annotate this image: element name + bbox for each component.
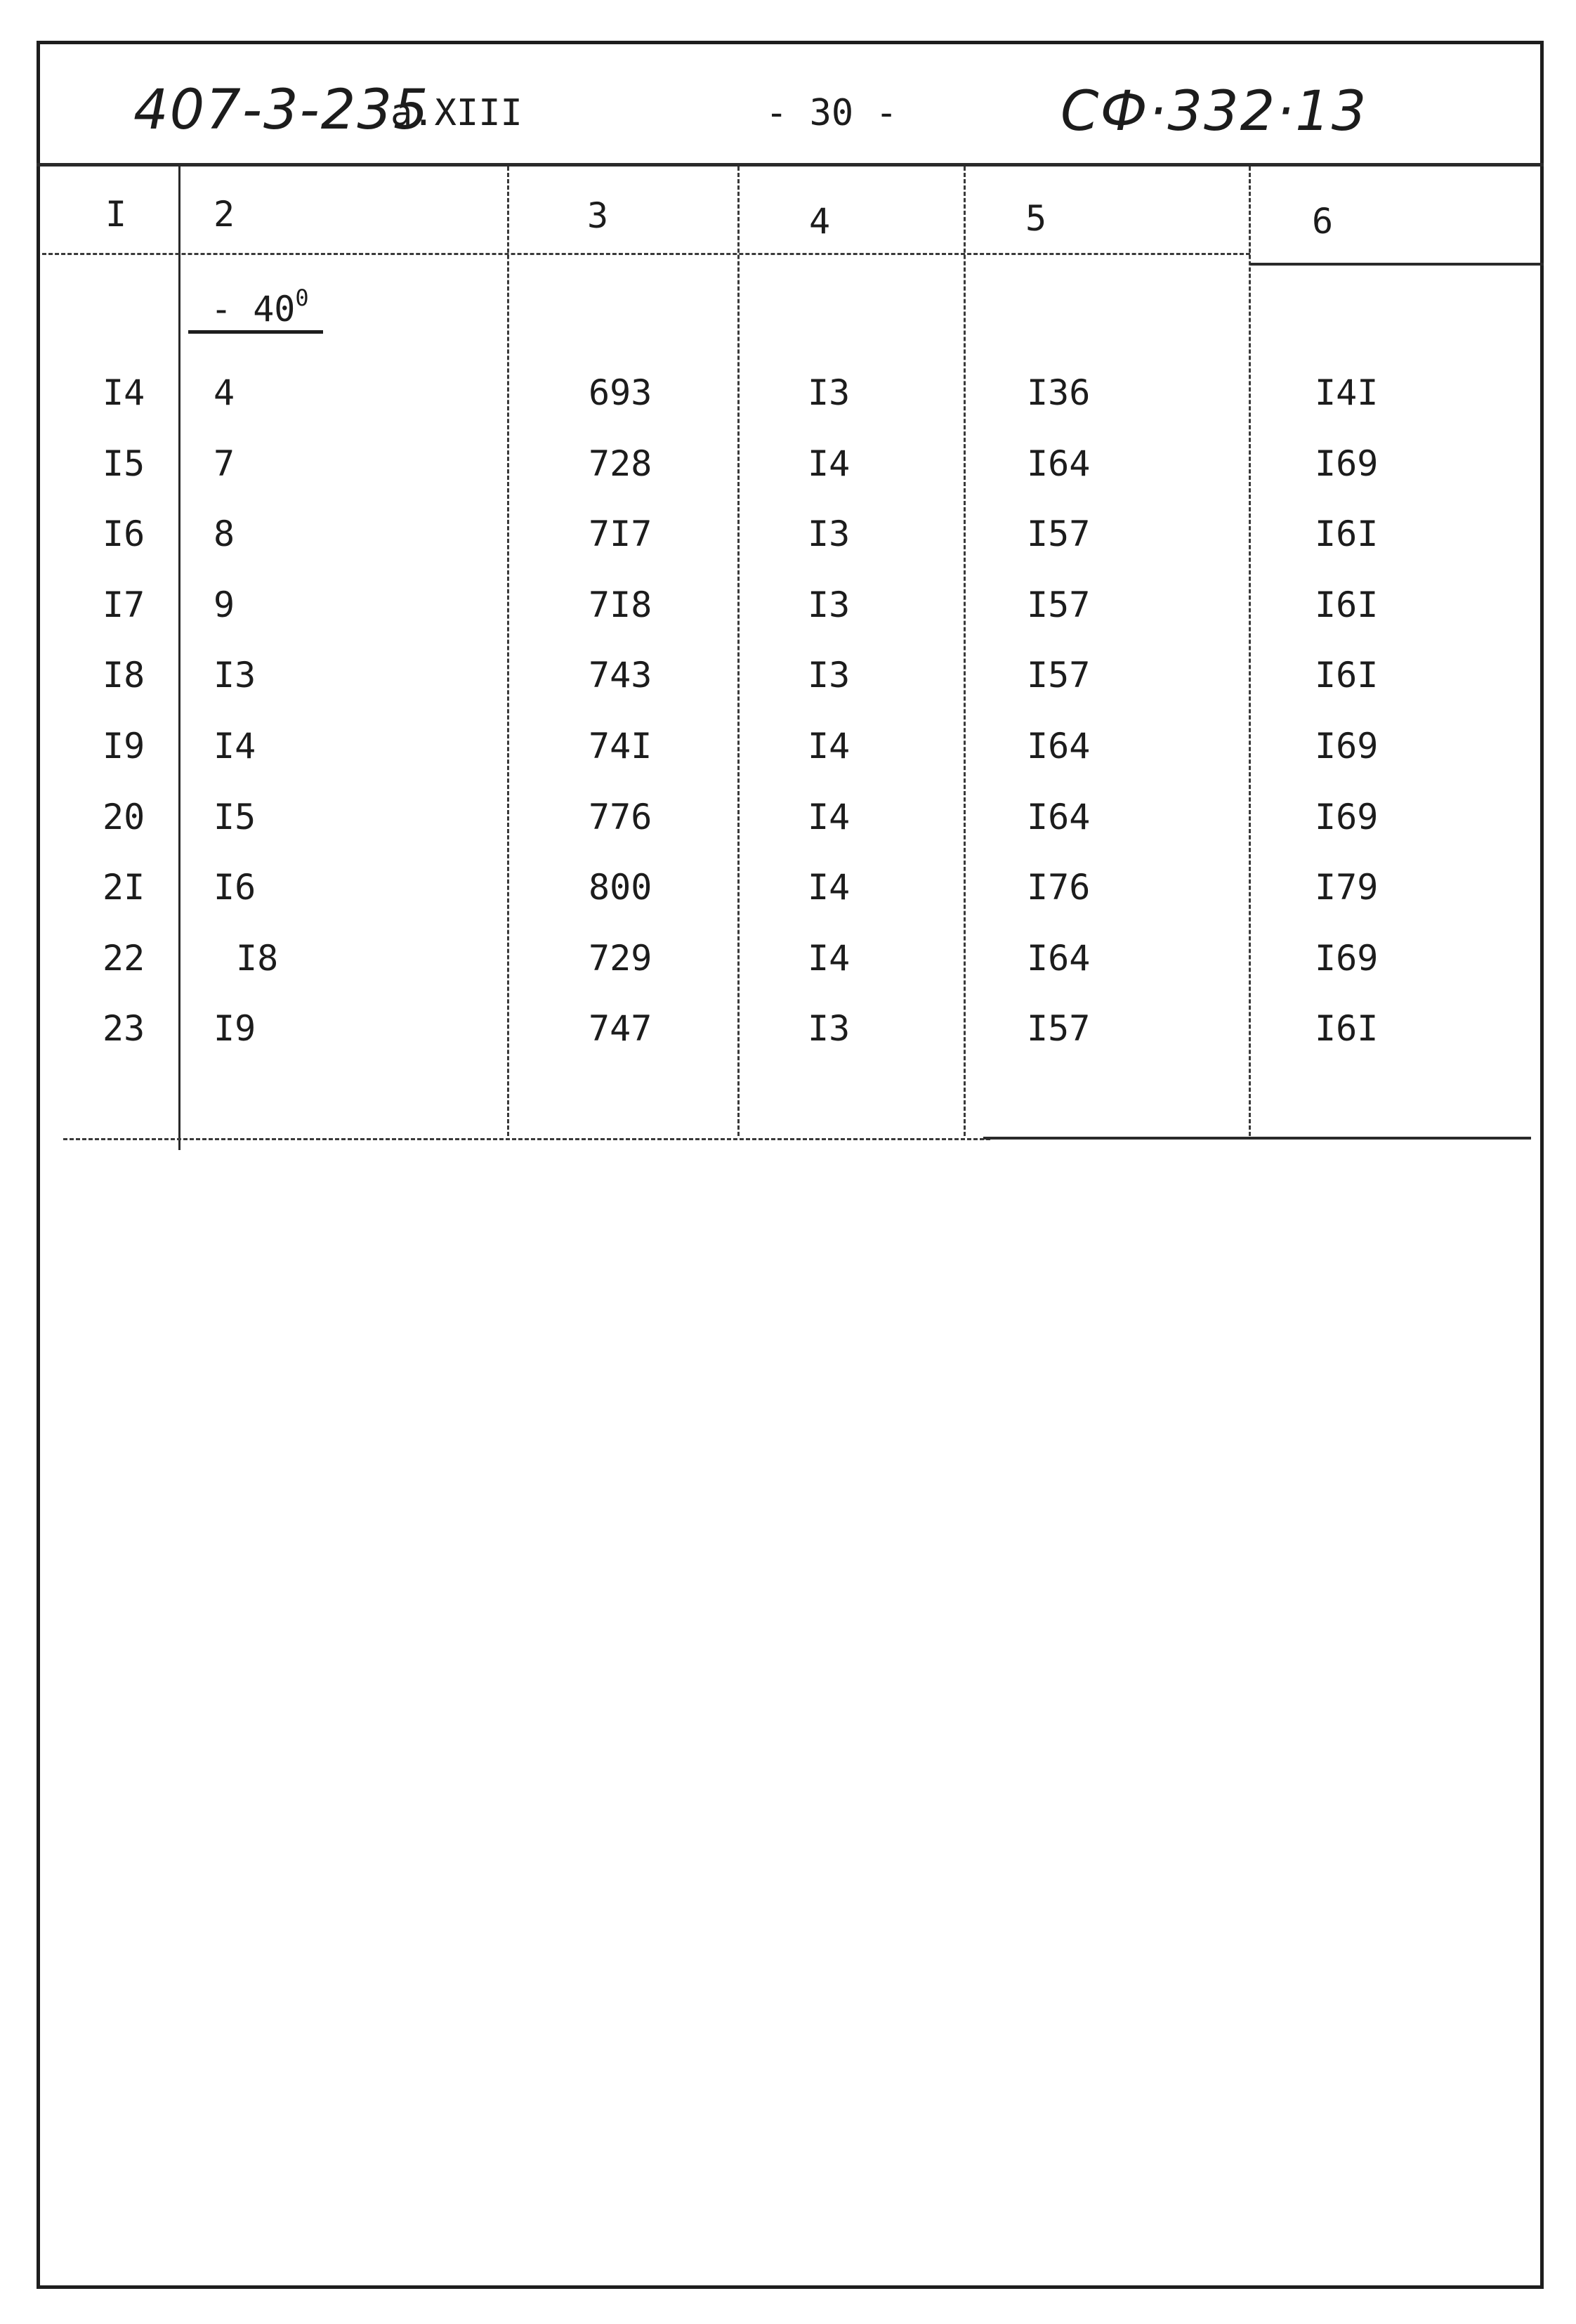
cell-r6-c5: I64 bbox=[1027, 726, 1091, 766]
cell-r6-c4: I4 bbox=[808, 726, 851, 766]
cell-r3-c4: I3 bbox=[808, 514, 851, 554]
cell-r1-c6: I4I bbox=[1315, 372, 1379, 413]
cell-r1-c3: 693 bbox=[589, 372, 652, 413]
cell-r10-c2: I9 bbox=[214, 1008, 256, 1049]
cell-r9-c6: I69 bbox=[1315, 938, 1379, 979]
cell-r2-c2: 7 bbox=[214, 443, 235, 484]
cell-r3-c6: I6I bbox=[1315, 514, 1379, 554]
cell-r9-c5: I64 bbox=[1027, 938, 1091, 979]
cell-r2-c6: I69 bbox=[1315, 443, 1379, 484]
column-rule-5 bbox=[1249, 167, 1251, 1136]
cell-r3-c2: 8 bbox=[214, 514, 235, 554]
cell-r3-c5: I57 bbox=[1027, 514, 1091, 554]
cell-r2-c1: I5 bbox=[103, 443, 145, 484]
cell-r9-c2: I8 bbox=[236, 938, 279, 979]
section-label: - $40^0$ bbox=[211, 285, 309, 329]
cell-r10-c4: I3 bbox=[808, 1008, 851, 1049]
cell-r10-c1: 23 bbox=[103, 1008, 145, 1049]
cell-r5-c3: 743 bbox=[589, 655, 652, 696]
column-rule-1 bbox=[178, 167, 180, 1150]
cell-r8-c2: I6 bbox=[214, 867, 256, 908]
cell-r8-c4: I4 bbox=[808, 867, 851, 908]
cell-r4-c6: I6I bbox=[1315, 585, 1379, 625]
cell-r6-c1: I9 bbox=[103, 726, 145, 766]
album-label: a.XIII bbox=[390, 92, 523, 134]
cell-r3-c1: I6 bbox=[103, 514, 145, 554]
cell-r2-c5: I64 bbox=[1027, 443, 1091, 484]
column-header-4: 4 bbox=[809, 201, 831, 242]
cell-r10-c3: 747 bbox=[589, 1008, 652, 1049]
cell-r2-c4: I4 bbox=[808, 443, 851, 484]
column-header-5: 5 bbox=[1025, 198, 1047, 239]
table-bottom-rule bbox=[983, 1137, 1531, 1140]
cell-r5-c2: I3 bbox=[214, 655, 256, 696]
column-rule-4 bbox=[964, 167, 966, 1136]
column-header-6: 6 bbox=[1312, 201, 1334, 242]
cell-r1-c2: 4 bbox=[214, 372, 235, 413]
doc-number: 407-3-235 bbox=[133, 79, 430, 142]
cell-r7-c3: 776 bbox=[589, 797, 652, 837]
cell-r4-c3: 7I8 bbox=[589, 585, 652, 625]
cell-r6-c6: I69 bbox=[1315, 726, 1379, 766]
cell-r10-c5: I57 bbox=[1027, 1008, 1091, 1049]
cell-r7-c6: I69 bbox=[1315, 797, 1379, 837]
header-rule bbox=[37, 163, 1544, 167]
cell-r5-c6: I6I bbox=[1315, 655, 1379, 696]
cell-r5-c5: I57 bbox=[1027, 655, 1091, 696]
cell-r4-c4: I3 bbox=[808, 585, 851, 625]
cell-r4-c5: I57 bbox=[1027, 585, 1091, 625]
cell-r7-c1: 20 bbox=[103, 797, 145, 837]
cell-r8-c5: I76 bbox=[1027, 867, 1091, 908]
cell-r6-c3: 74I bbox=[589, 726, 652, 766]
column-header-1: I bbox=[105, 194, 127, 235]
cell-r7-c2: I5 bbox=[214, 797, 256, 837]
header-separator bbox=[42, 253, 1250, 255]
cell-r1-c5: I36 bbox=[1027, 372, 1091, 413]
cell-r9-c1: 22 bbox=[103, 938, 145, 979]
column-rule-3 bbox=[737, 167, 740, 1136]
column-rule-2 bbox=[507, 167, 509, 1136]
cell-r8-c6: I79 bbox=[1315, 867, 1379, 908]
cell-r5-c4: I3 bbox=[808, 655, 851, 696]
cell-r8-c1: 2I bbox=[103, 867, 145, 908]
section-label-underline bbox=[188, 330, 323, 334]
cell-r9-c3: 729 bbox=[589, 938, 652, 979]
document-code: СФ·332·13 bbox=[1060, 80, 1368, 143]
cell-r4-c1: I7 bbox=[103, 585, 145, 625]
cell-r3-c3: 7I7 bbox=[589, 514, 652, 554]
header-separator-solid bbox=[1250, 263, 1544, 266]
cell-r1-c1: I4 bbox=[103, 372, 145, 413]
table-bottom-rule-dashed bbox=[63, 1138, 990, 1140]
cell-r7-c4: I4 bbox=[808, 797, 851, 837]
cell-r7-c5: I64 bbox=[1027, 797, 1091, 837]
cell-r10-c6: I6I bbox=[1315, 1008, 1379, 1049]
column-header-3: 3 bbox=[587, 195, 609, 236]
cell-r4-c2: 9 bbox=[214, 585, 235, 625]
cell-r5-c1: I8 bbox=[103, 655, 145, 696]
cell-r9-c4: I4 bbox=[808, 938, 851, 979]
column-header-2: 2 bbox=[214, 194, 235, 235]
cell-r1-c4: I3 bbox=[808, 372, 851, 413]
cell-r8-c3: 800 bbox=[589, 867, 652, 908]
cell-r6-c2: I4 bbox=[214, 726, 256, 766]
cell-r2-c3: 728 bbox=[589, 443, 652, 484]
page-number: - 30 - bbox=[766, 92, 898, 134]
